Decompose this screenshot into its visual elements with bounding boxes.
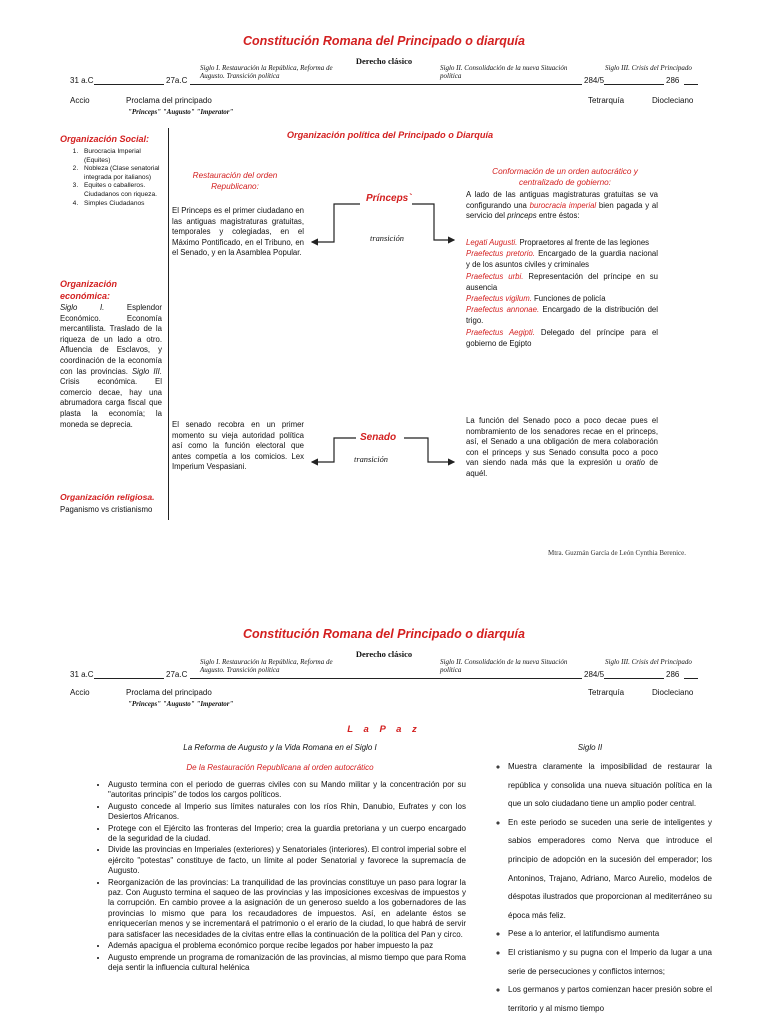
- senado-right-part: La función del Senado poco a poco decae pues el nombramiento de los senadores recae en el princeps, así, el Senado a una obligación de mera colaboración con el princeps y sus Senado consulta poco a poco van siendo nada más que la expresión u: [466, 416, 658, 468]
- list-item: 3. Equites o caballeros. Ciudadanos con riqueza.: [80, 182, 160, 199]
- list-item: ◦ Los germanos y partos comienzan hacer presión sobre el territorio y al mismo tiempo: [508, 981, 712, 1018]
- list-item: 4. Simples Ciudadanos: [80, 200, 160, 209]
- page2-subtitle: Derecho clásico: [355, 649, 413, 659]
- org-religiosa-text: Paganismo vs cristianismo: [60, 505, 153, 514]
- list-item: ◦ En este periodo se suceden una serie de inteligentes y sabios emperadores como Nerva que introduce el principio de adopción en la sucesión del emperador; los Antoninos, Trajano, Adriano, Marco Aurelio, modelos de déspotas ilustrados que proporcionan al mediterráneo su época más feliz.: [508, 814, 712, 926]
- list-item: Legati Augusti. Propraetores al frente de las legiones: [466, 238, 650, 247]
- senado-arrow-left: [312, 438, 356, 462]
- timeline-after2: 286: [666, 670, 680, 679]
- org-social-heading: Organización Social:: [60, 134, 150, 144]
- list-item: • Protege con el Ejército las fronteras del Imperio; crea la guardia pretoriana y un cuerpo encargado de la seguridad de la ciudad.: [108, 824, 466, 845]
- burocracia-term: burocracia imperial: [529, 200, 597, 210]
- list-item: 2. Nobleza (Clase senatorial integrada por italianos): [80, 165, 160, 182]
- timeline-titles: "Princeps" "Augusto" "Imperator": [128, 108, 234, 116]
- timeline-segment: [94, 678, 164, 679]
- siglo-text: Esplendor Económico. Economía mercantilista. Traslado de la riqueza de un lado a otro. Afluencia de Esclavos, y coordinación de la economía con las provincias.: [60, 303, 162, 376]
- timeline-period-1: Siglo I. Restauración la República, Reforma de Augusto. Transición política: [200, 64, 333, 80]
- magistrates-list: [466, 237, 658, 349]
- list-item: Praefectus Aegipti. Delegado del príncipe para el gobierno de Egipto: [466, 327, 659, 348]
- timeline-proclama: Proclama del principado: [126, 688, 212, 697]
- timeline-diocleciano: Diocleciano: [652, 96, 694, 105]
- princeps-label: Príncepsˋ: [366, 193, 412, 204]
- left-heading: La Reforma de Augusto y la Vida Romana en el Siglo I: [183, 743, 377, 752]
- timeline-mid: 27a.C: [166, 76, 188, 85]
- timeline-period-2: Siglo II. Consolidación de la nueva Situación política: [440, 658, 568, 674]
- transicion-label: transición: [354, 455, 388, 464]
- restauracion-text: El Princeps es el primer ciudadano en las antiguas magistraturas gratuitas, temporales y colegiadas, en el Máximo Pontificado, en el Tribuno, en el Senado, y en la Asamblea Popular.: [172, 206, 304, 258]
- list-item: 1. Burocracia Imperial (Equites): [80, 148, 160, 165]
- timeline-mid: 27a.C: [166, 670, 188, 679]
- timeline-period-3: Siglo III. Crisis del Principado: [605, 658, 692, 666]
- left-subheading: De la Restauración Republicana al orden autocrático: [186, 763, 374, 772]
- timeline-segment: [190, 678, 582, 679]
- timeline-after1: 284/5: [584, 76, 605, 85]
- list-item: • Augusto emprende un programa de romanización de las provincias, al mismo tiempo que para Roma deja sentir la influencia cultural helénica: [108, 953, 466, 974]
- left-bullets: [90, 780, 466, 974]
- timeline-after1: 284/5: [584, 670, 605, 679]
- right-bullets: [490, 758, 712, 1018]
- list-item: Praefectus annonae. Encargado de la distribución del trigo.: [466, 305, 658, 326]
- list-item: ◦ Pese a lo anterior, el latifundismo aumenta: [508, 925, 712, 944]
- list-item: • Augusto concede al Imperio sus límites naturales con los ríos Rhin, Danubio, Eufrates y con los Desiertos Africanos.: [108, 802, 466, 823]
- princeps-term: princeps: [507, 211, 537, 221]
- list-item: Praefectus vigilum. Funciones de policía: [466, 294, 606, 304]
- timeline-start: 31 a.C: [70, 670, 94, 679]
- conformacion-intro: bien pagada y al servicio del: [466, 200, 658, 221]
- siglo-label: Siglo III.: [131, 366, 163, 376]
- conformacion-text: [466, 190, 658, 222]
- timeline-titles: "Princeps" "Augusto" "Imperator": [128, 700, 234, 708]
- timeline-proclama: Proclama del principado: [126, 96, 212, 105]
- transicion-label: transición: [370, 234, 404, 243]
- list-item: • Además apacigua el problema económico porque recibe legados por haber impuesto la paz: [108, 941, 466, 951]
- timeline-segment: [684, 678, 698, 679]
- page2-title: Constitución Romana del Principado o diarquía: [243, 627, 525, 641]
- senado-right-text: [466, 416, 658, 480]
- list-item: Praefectus urbi. Representación del príncipe en su ausencia: [466, 271, 658, 292]
- list-item: • Reorganización de las provincias: La tranquilidad de las provincias constituye un paso para lograr la paz. Con Augusto termina el saqueo de las provincias y las imposiciones excesivas de impuestos y la corrupción. En cambio provee a la asignación de un generoso sueldo a los gobernadores de las provincias lo mismo que para los recaudadores de impuestos. Así, en adelante éstos se enriquecerían menos y se incrementará el patrimonio o el erario de la ciudad, lo que habrá de servir para satisfacer las necesidades de la civitas entre ellas la continuación de la política del Pan y circo.: [108, 878, 466, 940]
- timeline-period-3: Siglo III. Crisis del Principado: [605, 64, 692, 72]
- senado-right-part: de aquél.: [466, 458, 659, 478]
- siglo-text: Crisis económica. El comercio decae, hay una abrumadora carga fiscal que plasta la economía; la moneda se deprecia.: [60, 377, 162, 429]
- arrow-right: [412, 204, 454, 240]
- author-credit: Mtra. Guzmán García de León Cynthia Berenice.: [548, 549, 687, 557]
- timeline-diocleciano: Diocleciano: [652, 688, 694, 697]
- list-item: • Augusto termina con el periodo de guerras civiles con su Mando militar y la concentración por su "autoritas principis" de todos los cargos políticos.: [108, 780, 466, 801]
- senado-label: Senado: [360, 432, 397, 443]
- timeline-accio: Accio: [70, 688, 90, 697]
- timeline-accio: Accio: [70, 96, 90, 105]
- org-religiosa-heading: Organización religiosa.: [60, 492, 155, 502]
- list-item: Praefectus pretorio. Encargado de la guardia nacional y de los asuntos civiles y criminales: [466, 249, 658, 270]
- right-heading: Siglo II: [577, 743, 603, 752]
- timeline-tetrarquia: Tetrarquía: [588, 688, 625, 697]
- timeline-period-2: Siglo II. Consolidación de la nueva Situación política: [440, 64, 568, 80]
- conformacion-intro: entre éstos:: [536, 211, 580, 221]
- oratio-term: oratio: [625, 458, 645, 468]
- timeline-tetrarquia: Tetrarquía: [588, 96, 625, 105]
- timeline-start: 31 a.C: [70, 76, 94, 85]
- list-item: ◦ Muestra claramente la imposibilidad de restaurar la república y consolida una nueva situación política en la que un solo ciudadano tiene un amplio poder central.: [508, 758, 712, 814]
- arrow-left: [312, 204, 360, 242]
- org-politica-heading: Organización política del Principado o Diarquía: [286, 130, 494, 140]
- la-paz-heading: L a P a z: [347, 724, 421, 735]
- page1-subtitle: Derecho clásico: [355, 56, 413, 66]
- timeline-segment: [604, 678, 664, 679]
- timeline-period-1: Siglo I. Restauración la República, Reforma de Augusto. Transición política: [200, 658, 333, 674]
- org-economica-heading: Organización económica:: [60, 279, 118, 301]
- list-item: • Divide las provincias en Imperiales (exteriores) y Senatoriales (interiores). El control imperial sobre el ejército "potestas" constituye de facto, un límite al poder Senatorial y favorece la supremacía de Augusto.: [108, 845, 466, 876]
- page1-title: Constitución Romana del Principado o diarquía: [243, 34, 525, 48]
- conformacion-heading: Conformación de un orden autocrático y centralizado de gobierno:: [492, 167, 638, 187]
- conformacion-intro: A lado de las antiguas magistraturas gratuitas se va configurando una: [466, 190, 658, 210]
- senado-left-text: El senado recobra en un primer momento su vieja autoridad política así como la función electoral que antes competía a los comicios. Lex Imperium Vespasiani.: [172, 420, 304, 472]
- restauracion-heading: Restauración del orden Republicano:: [192, 171, 278, 191]
- senado-arrow-right: [404, 438, 454, 462]
- timeline-after2: 286: [666, 76, 680, 85]
- siglo-label: Siglo I.: [60, 303, 105, 312]
- list-item: ◦ El cristianismo y su pugna con el Imperio da lugar a una serie de persecuciones y conflictos internos;: [508, 944, 712, 981]
